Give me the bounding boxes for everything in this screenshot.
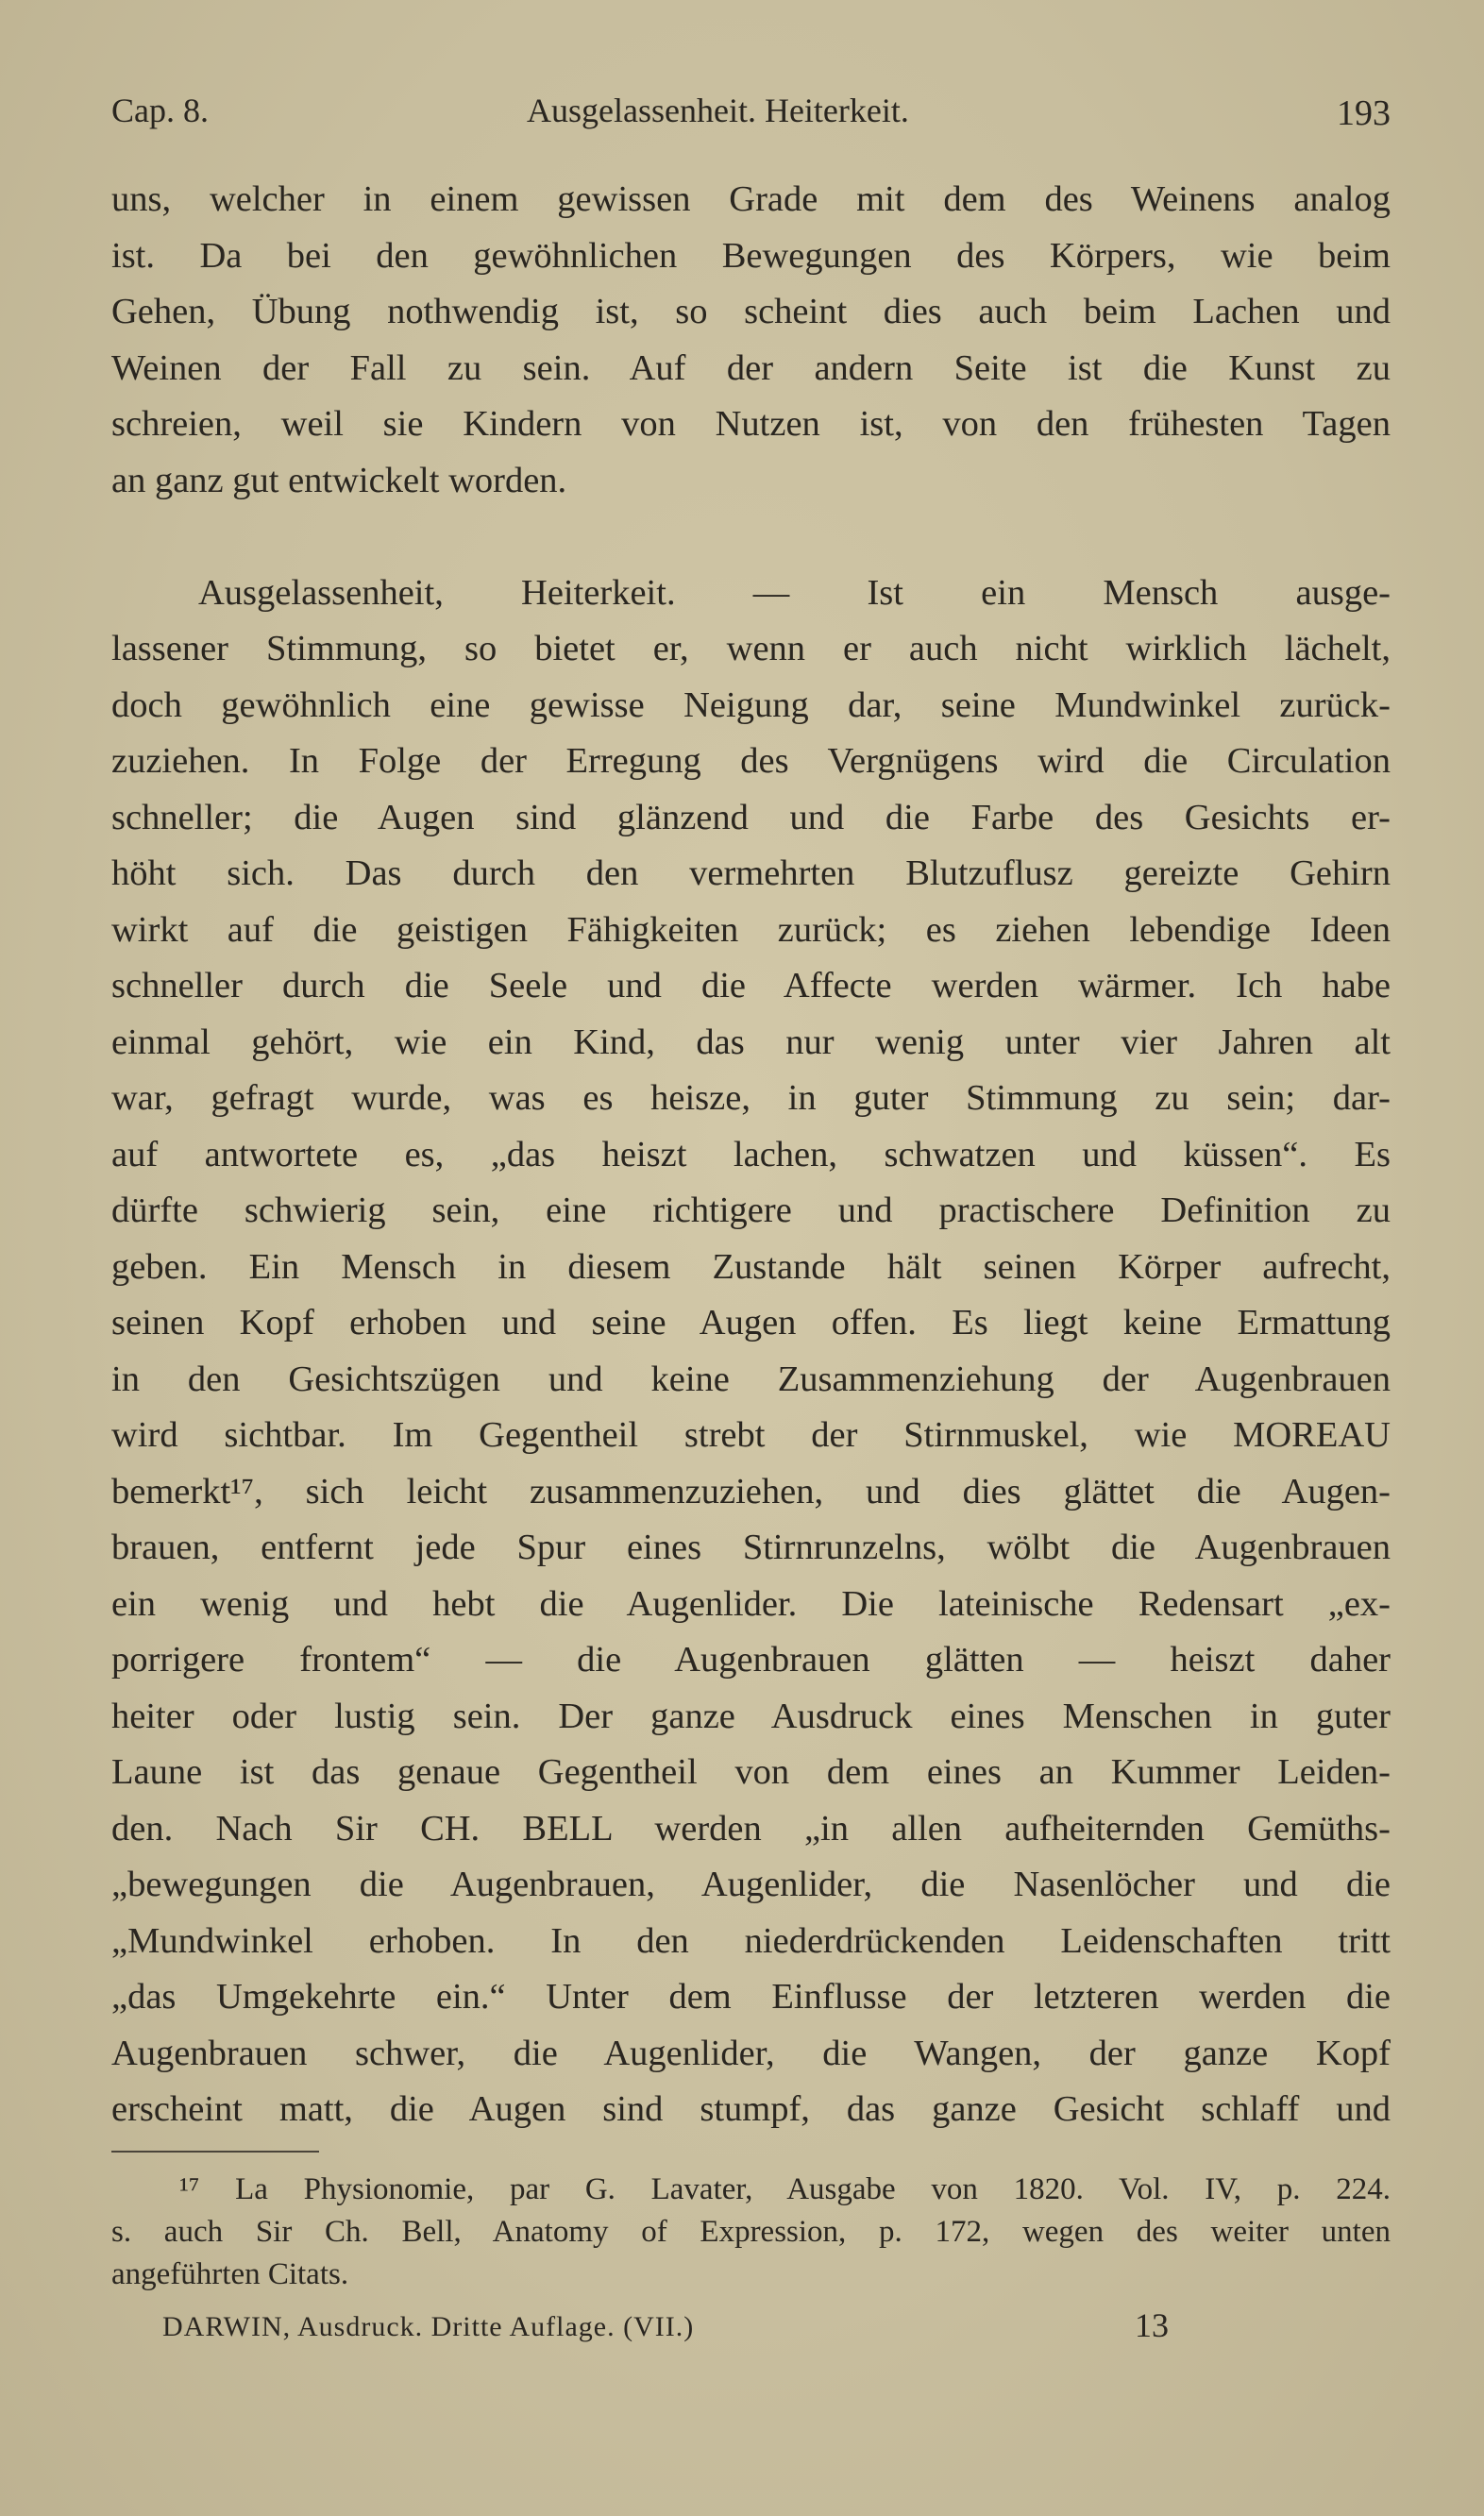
text-line: Augenbrauen schwer, die Augenlider, die Wangen, der ganze Kopf: [111, 2033, 1391, 2073]
text-line: bemerkt¹⁷, sich leicht zusammenzuziehen, und dies glättet die Augen-: [111, 1471, 1391, 1511]
running-title: Ausgelassenheit. Heiterkeit.: [527, 92, 909, 129]
text-line: Laune ist das genaue Gegentheil von dem eines an Kummer Leiden-: [111, 1752, 1391, 1792]
footnote-line: angeführten Citats.: [111, 2257, 349, 2291]
text-line: ein wenig und hebt die Augenlider. Die lateinische Redensart „ex-: [111, 1583, 1391, 1624]
text-line: auf antwortete es, „das heiszt lachen, schwatzen und küssen“. Es: [111, 1134, 1391, 1174]
text-line: geben. Ein Mensch in diesem Zustande hält seinen Körper aufrecht,: [111, 1246, 1391, 1287]
text-line: wirkt auf die geistigen Fähigkeiten zurück; es ziehen lebendige Ideen: [111, 909, 1391, 950]
footnote-rule: [111, 2151, 319, 2153]
footnote-line: s. auch Sir Ch. Bell, Anatomy of Expression, p. 172, wegen des weiter unten: [111, 2215, 1391, 2249]
text-line: porrigere frontem“ — die Augenbrauen glätten — heiszt daher: [111, 1640, 1391, 1680]
text-line: doch gewöhnlich eine gewisse Neigung dar, seine Mundwinkel zurück-: [111, 684, 1391, 725]
text-line: höht sich. Das durch den vermehrten Blutzuflusz gereizte Gehirn: [111, 853, 1391, 893]
page-number: 193: [1337, 93, 1391, 133]
running-header: [111, 83, 1391, 140]
paragraph-ausgelassenheit: [111, 566, 1391, 2138]
footnote-line: ¹⁷ La Physionomie, par G. Lavater, Ausgabe von 1820. Vol. IV, p. 224.: [179, 2172, 1391, 2206]
text-line: zuziehen. In Folge der Erregung des Vergnügens wird die Circulation: [111, 741, 1391, 781]
text-line: heiter oder lustig sein. Der ganze Ausdruck eines Menschen in guter: [111, 1696, 1391, 1736]
text-line: ist. Da bei den gewöhnlichen Bewegungen des Körpers, wie beim: [111, 235, 1391, 276]
text-line: schneller; die Augen sind glänzend und die Farbe des Gesichts er-: [111, 797, 1391, 837]
text-line: seinen Kopf erhoben und seine Augen offen. Es liegt keine Ermattung: [111, 1303, 1391, 1342]
text-line: wird sichtbar. Im Gegentheil strebt der Stirnmuskel, wie MOREAU: [111, 1415, 1391, 1455]
printer-signature: DARWIN, Ausdruck. Dritte Auflage. (VII.): [162, 2311, 695, 2342]
sheet-number: 13: [1135, 2306, 1169, 2344]
text-line: „bewegungen die Augenbrauen, Augenlider, die Nasenlöcher und die: [111, 1865, 1391, 1904]
chapter-label: Cap. 8.: [111, 92, 209, 129]
text-line: lassener Stimmung, so bietet er, wenn er auch nicht wirklich lächelt,: [111, 629, 1391, 668]
text-line: Weinen der Fall zu sein. Auf der andern Seite ist die Kunst zu: [111, 347, 1391, 388]
text-line: „Mundwinkel erhoben. In den niederdrückenden Leidenschaften tritt: [111, 1920, 1391, 1961]
text-line: einmal gehört, wie ein Kind, das nur wenig unter vier Jahren alt: [111, 1022, 1391, 1062]
text-line: in den Gesichtszügen und keine Zusammenziehung der Augenbrauen: [111, 1359, 1391, 1399]
text-line: schneller durch die Seele und die Affecte werden wärmer. Ich habe: [111, 966, 1391, 1005]
text-line: war, gefragt wurde, was es heisze, in guter Stimmung zu sein; dar-: [111, 1078, 1391, 1118]
text-line: uns, welcher in einem gewissen Grade mit dem des Weinens analog: [111, 179, 1391, 219]
text-line: schreien, weil sie Kindern von Nutzen ist, von den frühesten Tagen: [111, 404, 1391, 444]
text-line: dürfte schwierig sein, eine richtigere und practischere Definition zu: [111, 1190, 1391, 1230]
text-line: Gehen, Übung nothwendig ist, so scheint dies auch beim Lachen und: [111, 292, 1391, 331]
paragraph-continuation: [111, 172, 1391, 509]
text-line: „das Umgekehrte ein.“ Unter dem Einflusse der letzteren werden die: [111, 1977, 1391, 2017]
text-line: Ausgelassenheit, Heiterkeit. — Ist ein Mensch ausge-: [198, 572, 1391, 613]
text-line: erscheint matt, die Augen sind stumpf, das ganze Gesicht schlaff und: [111, 2089, 1391, 2129]
text-line: den. Nach Sir CH. BELL werden „in allen aufheiternden Gemüths-: [111, 1808, 1391, 1849]
text-line: an ganz gut entwickelt worden.: [111, 460, 567, 500]
text-line: brauen, entfernt jede Spur eines Stirnrunzelns, wölbt die Augenbrauen: [111, 1528, 1391, 1567]
footnotes: [111, 2169, 1391, 2296]
page-footer: [162, 2305, 1201, 2353]
main-text: [111, 172, 1391, 2138]
